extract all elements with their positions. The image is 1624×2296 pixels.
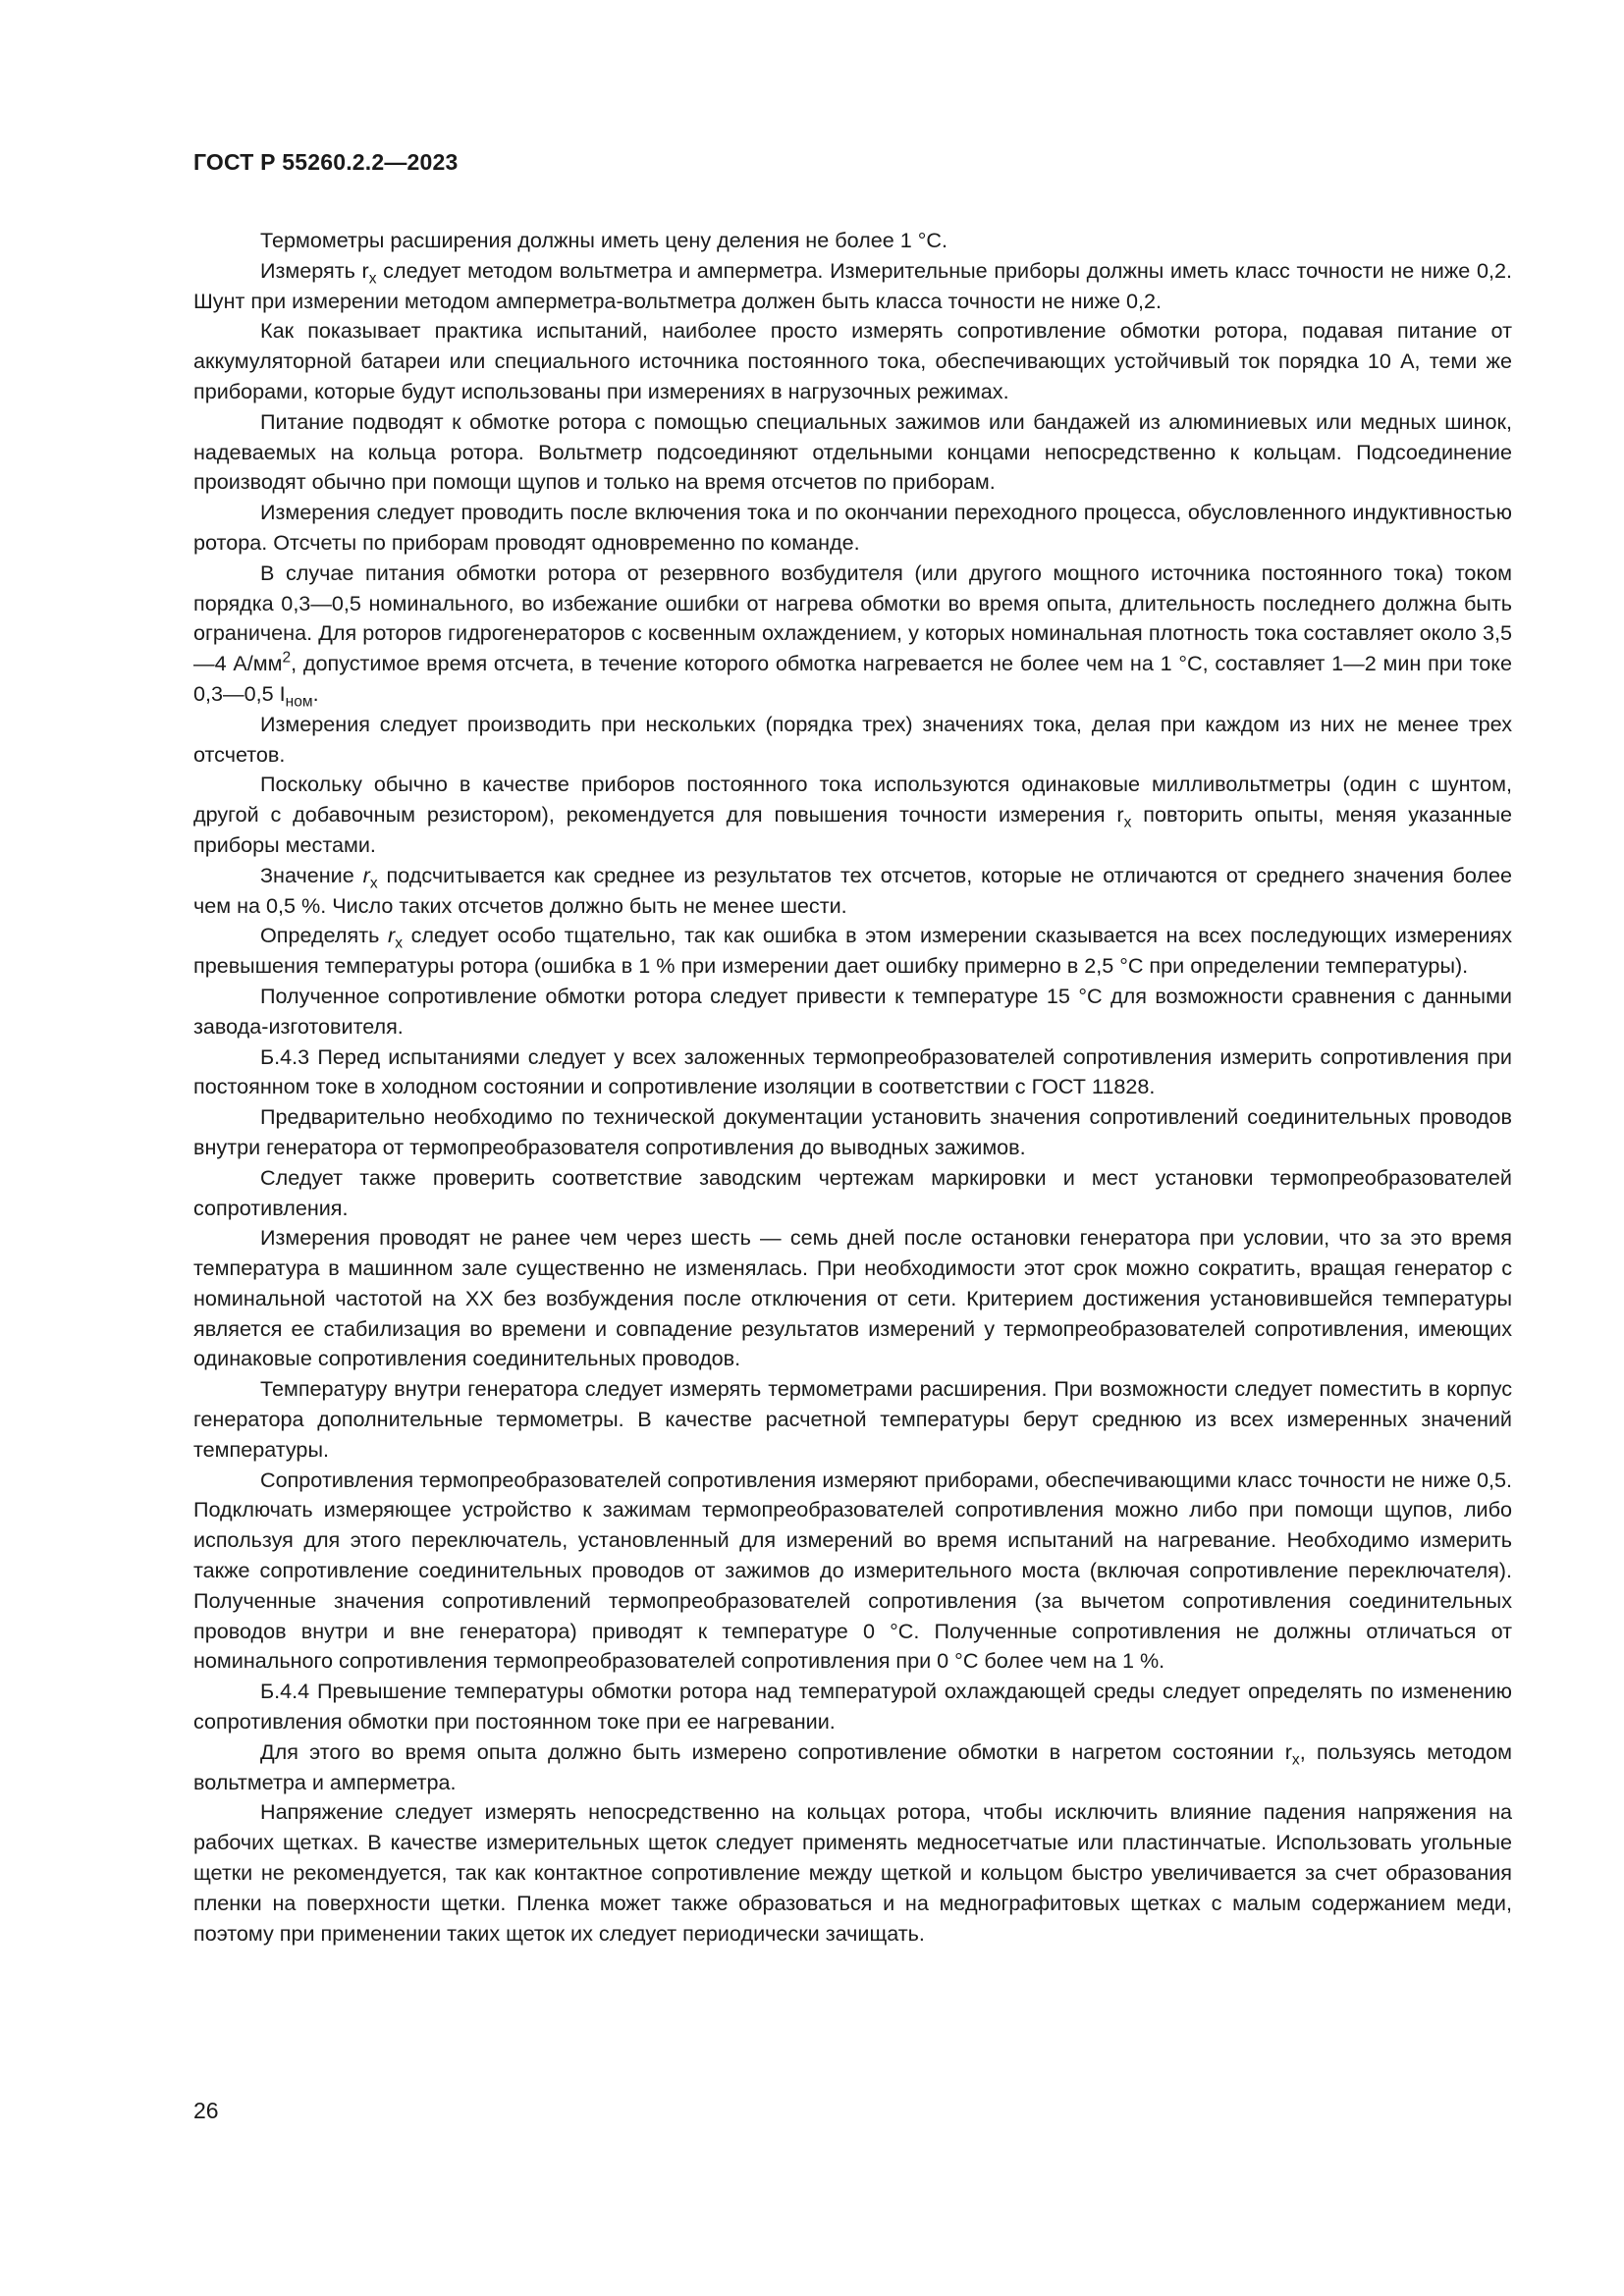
document-body [193,226,1512,1949]
paragraph: Полученное сопротивление обмотки ротора следует привести к температуре 15 °С для возможности сравнения с данными завода-изготовителя. [193,983,1512,1039]
paragraph: Б.4.4 Превышение температуры обмотки ротора над температурой охлаждающей среды следует определять по изменению сопротивления обмотки при постоянном токе при ее нагревании. [193,1679,1512,1735]
page-number: 26 [193,2098,219,2123]
paragraph: Предварительно необходимо по технической документации установить значения сопротивлений соединительных проводов внутри генератора от термопреобразователя сопротивления до выводных зажимов. [193,1104,1512,1159]
paragraph: Измерения следует производить при нескольких (порядка трех) значениях тока, делая при каждом из них не менее трех отсчетов. [193,711,1512,767]
paragraph: Поскольку обычно в качестве приборов постоянного тока используются одинаковые милливольтметры (один с шунтом, другой с добавочным резистором), рекомендуется для повышения точности измерения $r_x$ повторить опыты, меняя указанные приборы местами. [193,772,1512,857]
paragraph: Измерения проводят не ранее чем через шесть — семь дней после остановки генератора при условии, что за это время температура в машинном зале существенно не изменялась. При необходимости этот срок можно сократить, вращая генератор с номинальной частотой на ХХ без возбуждения после отключения от сети. Критерием достижения установившейся температуры является ее стабилизация во времени и совпадение результатов измерений у термопреобразователей сопротивления, имеющих одинаковые сопротивления соединительных проводов. [193,1225,1512,1371]
paragraph: Измерения следует проводить после включения тока и по окончании переходного процесса, обусловленного индуктивностью ротора. Отсчеты по приборам проводят одновременно по команде. [193,500,1512,555]
paragraph: Термометры расширения должны иметь цену деления не более 1 °С. [260,228,948,252]
paragraph: Значение $r_x$ подсчитывается как среднее из результатов тех отсчетов, которые не отличаются от среднего значения более чем на 0,5 %. Число таких отсчетов должно быть не менее шести. [193,862,1513,918]
paragraph: Для этого во время опыта должно быть измерено сопротивление обмотки в нагретом состоянии $r_x$, пользуясь методом вольтметра и амперметра. [193,1738,1512,1794]
paragraph: Температуру внутри генератора следует измерять термометрами расширения. При возможности следует поместить в корпус генератора дополнительные термометры. В качестве расчетной температуры берут среднюю из всех измеренных значений температуры. [193,1376,1512,1462]
paragraph: Напряжение следует измерять непосредственно на кольцах ротора, чтобы исключить влияние падения напряжения на рабочих щетках. В качестве измерительных щеток следует применять медносетчатые или пластинчатые. Использовать угольные щетки не рекомендуется, так как контактное сопротивление между щеткой и кольцом быстро увеличивается за счет образования пленки на поверхности щетки. Пленка может также образоваться и на меднографитовых щетках с малым содержанием меди, поэтому при применении таких щеток их следует периодически зачищать. [193,1799,1512,1946]
paragraph: Б.4.3 Перед испытаниями следует у всех заложенных термопреобразователей сопротивления измерить сопротивления при постоянном токе в холодном состоянии и сопротивление изоляции в соответствии с ГОСТ 11828. [193,1043,1512,1099]
paragraph: Определять $r_x$ следует особо тщательно, так как ошибка в этом измерении сказывается на всех последующих измерениях превышения температуры ротора (ошибка в 1 % при измерении дает ошибку примерно в 2,5 °С при определении температуры). [193,923,1513,979]
paragraph: Как показывает практика испытаний, наиболее просто измерять сопротивление обмотки ротора, подавая питание от аккумуляторной батареи или специального источника постоянного тока, обеспечивающих устойчивый ток порядка 10 А, теми же приборами, которые будут использованы при измерениях в нагрузочных режимах. [193,318,1512,403]
paragraph: Следует также проверить соответствие заводским чертежам маркировки и мест установки термопреобразователей сопротивления. [193,1164,1512,1220]
document-header: ГОСТ Р 55260.2.2—2023 [193,149,459,175]
paragraph: Сопротивления термопреобразователей сопротивления измеряют приборами, обеспечивающими класс точности не ниже 0,5. Подключать измеряющее устройство к зажимам термопреобразователей сопротивления можно либо при помощи щупов, либо используя для этого переключатель, установленный для измерений во время испытаний на нагревание. Необходимо измерить также сопротивление соединительных проводов от зажимов до измерительного моста (включая сопротивление переключателя). Полученные значения сопротивлений термопреобразователей сопротивления (за вычетом сопротивления соединительных проводов внутри и вне генератора) приводят к температуре 0 °С. Полученные сопротивления не должны отличаться от номинального сопротивления термопреобразователей сопротивления при 0 °С более чем на 1 %. [193,1467,1512,1674]
paragraph: В случае питания обмотки ротора от резервного возбудителя (или другого мощного источника постоянного тока) током порядка 0,3—0,5 номинального, во избежание ошибки от нагрева обмотки во время опыта, длительность последнего должна быть ограничена. Для роторов гидрогенераторов с косвенным охлаждением, у которых номинальная плотность тока составляет около 3,5—4 $А/мм^2$, допустимое время отсчета, в течение которого обмотка нагревается не более чем на 1 °С, составляет 1—2 мин при токе 0,3—0,5 $I_{ном}$. [193,560,1512,711]
paragraph: Измерять $r_x$ следует методом вольтметра и амперметра. Измерительные приборы должны иметь класс точности не ниже 0,2. Шунт при измерении методом амперметра-вольтметра должен быть класса точности не ниже 0,2. [193,257,1512,313]
paragraph: Питание подводят к обмотке ротора с помощью специальных зажимов или бандажей из алюминиевых или медных шинок, надеваемых на кольца ротора. Вольтметр подсоединяют отдельными концами непосредственно к кольцам. Подсоединение производят обычно при помощи щупов и только на время отсчетов по приборам. [193,408,1512,495]
